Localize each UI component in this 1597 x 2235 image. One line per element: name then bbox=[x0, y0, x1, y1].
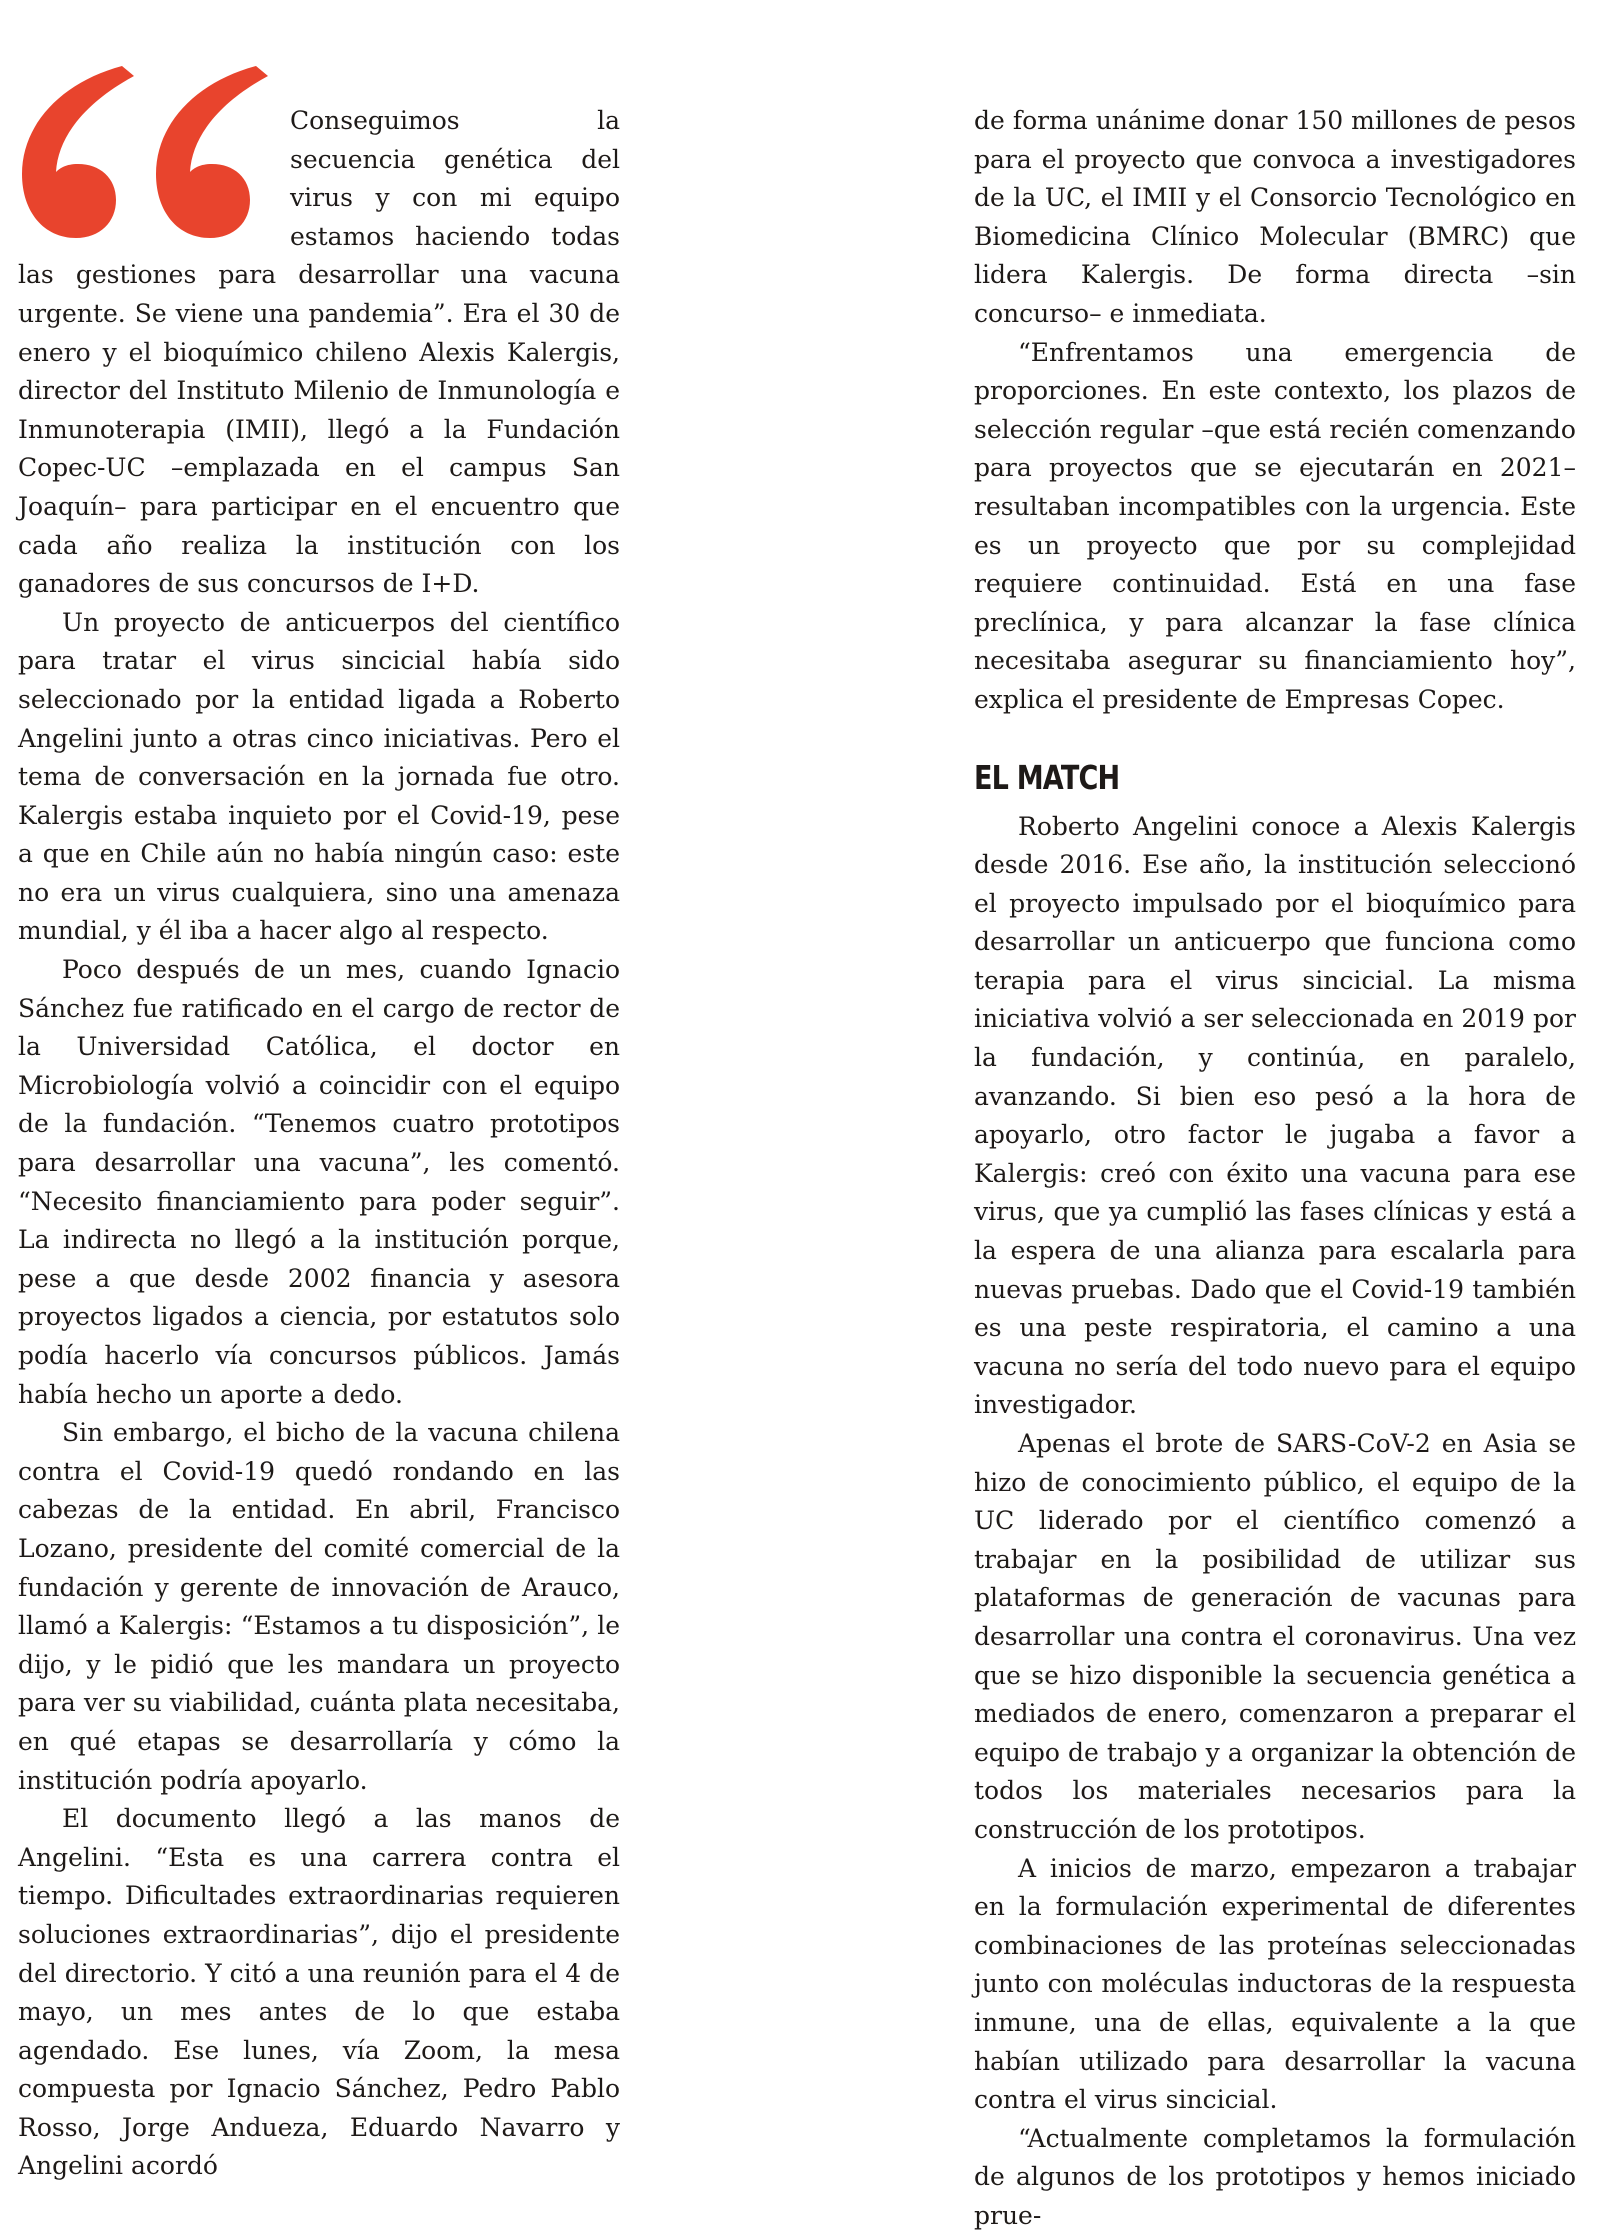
opening-quote-icon bbox=[10, 62, 272, 246]
article-paragraph: Apenas el brote de SARS-CoV-2 en Asia se hizo de conocimiento público, el equipo de la UC liderado por el científico comenzó a trabajar en la posibilidad de utilizar sus plataformas de generación de vacunas para desarrollar una contra el coronavirus. Una vez que se hizo disponible la secuencia genética a mediados de enero, comenzaron a preparar el equipo de trabajo y a organizar la obtención de todos los materiales necesarios para la construcción de los prototipos. bbox=[974, 1429, 1576, 1844]
article-paragraph: Roberto Angelini conoce a Alexis Kalergis desde 2016. Ese año, la institución seleccionó el proyecto impulsado por el bioquímico para desarrollar un anticuerpo que funciona como terapia para el virus sincicial. La misma iniciativa volvió a ser seleccionada en 2019 por la fundación, y continúa, en paralelo, avanzando. Si bien eso pesó a la hora de apoyarlo, otro factor le jugaba a favor a Kalergis: creó con éxito una vacuna para ese virus, que ya cumplió las fases clínicas y está a la espera de una alianza para escalarla para nuevas pruebas. Dado que el Covid-19 también es una peste respiratoria, el camino a una vacuna no sería del todo nuevo para el equipo investigador. bbox=[974, 811, 1576, 1420]
article-paragraph: A inicios de marzo, empezaron a trabajar en la formulación experimental de diferentes combinaciones de las proteínas seleccionadas junto con moléculas inductoras de la respuesta inmune, una de ellas, equivalente a la que habían utilizado para desarrollar la vacuna contra el virus sincicial. bbox=[974, 1853, 1576, 2115]
article-paragraph: El documento llegó a las manos de Angelini. “Esta es una carrera contra el tiempo. Dificultades extraordinarias requieren soluciones extraordinarias”, dijo el presidente del directorio. Y citó a una reunión para el 4 de mayo, un mes antes de lo que estaba agendado. Ese lunes, vía Zoom, la mesa compuesta por Ignacio Sánchez, Pedro Pablo Rosso, Jorge Andueza, Eduardo Navarro y Angelini acordó bbox=[18, 1804, 620, 2181]
section-heading: EL MATCH bbox=[974, 757, 1120, 797]
quote-glyph-left bbox=[22, 66, 134, 238]
article-paragraph: Sin embargo, el bicho de la vacuna chilena contra el Covid-19 quedó rondando en las cabezas de la entidad. En abril, Francisco Lozano, presidente del comité comercial de la fundación y gerente de innovación de Arauco, llamó a Kalergis: “Estamos a tu disposición”, le dijo, y le pidió que les mandara un proyecto para ver su viabilidad, cuánta plata necesitaba, en qué etapas se desarrollaría y cómo la institución podría apoyarlo. bbox=[18, 1418, 620, 1795]
article-paragraph: “Enfrentamos una emergencia de proporciones. En este contexto, los plazos de selección regular –que está recién comenzando para proyectos que se ejecutarán en 2021– resultaban incompatibles con la urgencia. Este es un proyecto que por su complejidad requiere continuidad. Está en una fase preclínica, y para alcanzar la fase clínica necesitaba asegurar su financiamiento hoy”, explica el presidente de Empresas Copec. bbox=[974, 337, 1576, 714]
article-paragraph: “Actualmente completamos la formulación de algunos de los prototipos y hemos iniciado prue- bbox=[974, 2123, 1576, 2230]
right-column bbox=[974, 102, 1576, 2235]
article-paragraph: de forma unánime donar 150 millones de pesos para el proyecto que convoca a investigadores de la UC, el IMII y el Consorcio Tecnológico en Biomedicina Clínico Molecular (BMRC) que lidera Kalergis. De forma directa –sin concurso– e inmediata. bbox=[974, 106, 1576, 328]
quote-glyph-right bbox=[156, 66, 268, 238]
left-column bbox=[18, 102, 620, 2186]
article-paragraph: Un proyecto de anticuerpos del científico para tratar el virus sincicial había sido seleccionado por la entidad ligada a Roberto Angelini junto a otras cinco iniciativas. Pero el tema de conversación en la jornada fue otro. Kalergis estaba inquieto por el Covid-19, pese a que en Chile aún no había ningún caso: este no era un virus cualquiera, sino una amenaza mundial, y él iba a hacer algo al respecto. bbox=[18, 607, 620, 946]
article-paragraph: Poco después de un mes, cuando Ignacio Sánchez fue ratificado en el cargo de rector de la Universidad Católica, el doctor en Microbiología volvió a coincidir con el equipo de la fundación. “Tenemos cuatro prototipos para desarrollar una vacuna”, les comentó. “Necesito financiamiento para poder seguir”. La indirecta no llegó a la institución porque, pese a que desde 2002 financia y asesora proyectos ligados a ciencia, por estatutos solo podía hacerlo vía concursos públicos. Jamás había hecho un aporte a dedo. bbox=[18, 955, 620, 1409]
article-paragraph: Conseguimos la secuencia genética del virus y con mi equipo estamos haciendo todas las gestiones para desarrollar una vacuna urgente. Se viene una pandemia”. Era el 30 de enero y el bioquímico chileno Alexis Kalergis, director del Instituto Milenio de Inmunología e Inmunoterapia (IMII), llegó a la Fundación Copec-UC –emplazada en el campus San Joaquín– para participar en el encuentro que cada año realiza la institución con los ganadores de sus concursos de I+D. bbox=[18, 106, 620, 599]
